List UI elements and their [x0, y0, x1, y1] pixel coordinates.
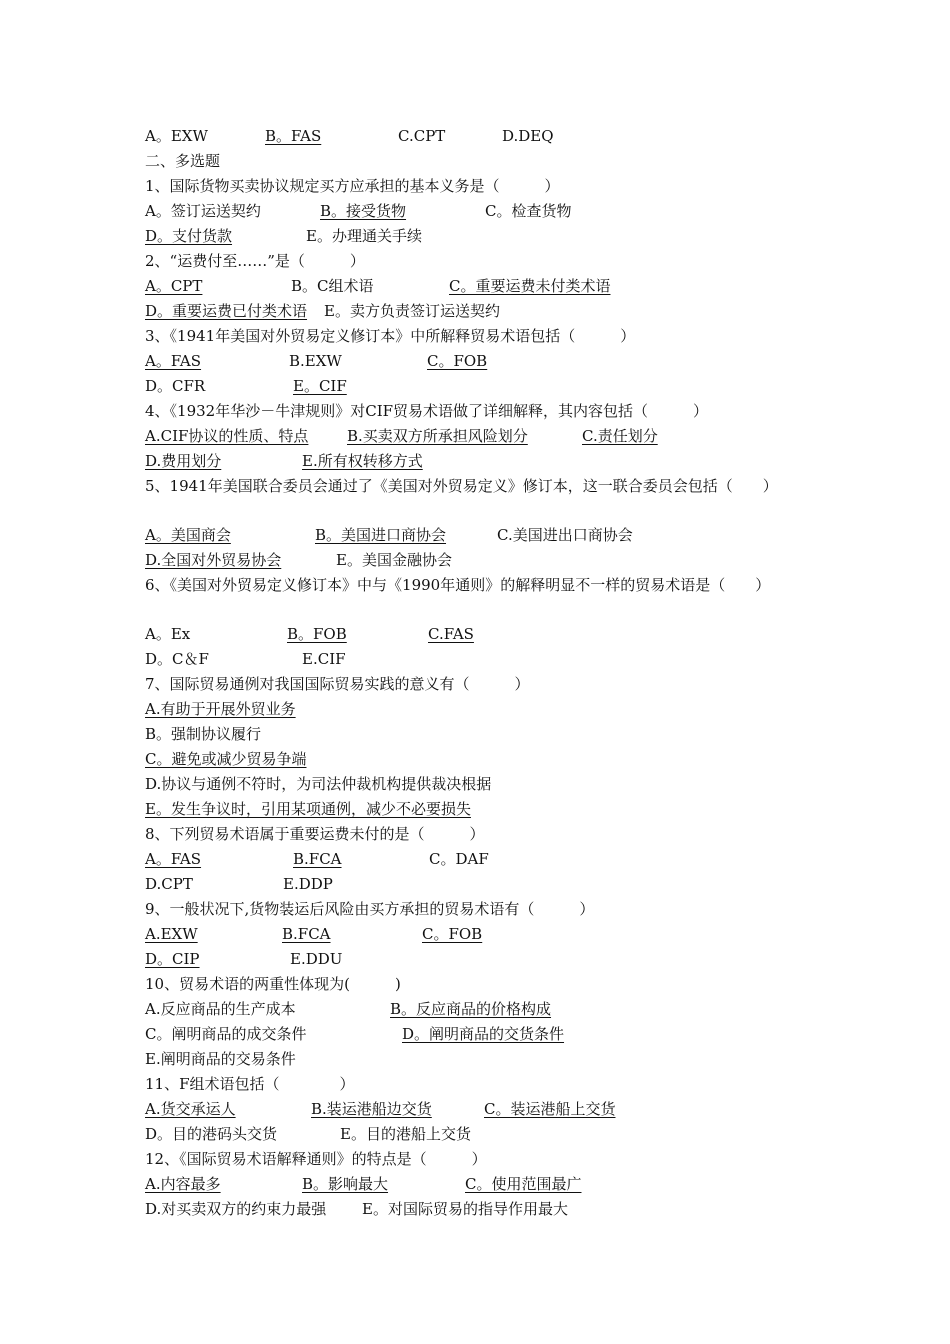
correct-option: A.CIF协议的性质、特点 [145, 427, 309, 445]
text-line [145, 897, 810, 922]
text-segment: 4、《1932年华沙－牛津规则》对CIF贸易术语做了详细解释，其内容包括（ ） [145, 402, 709, 420]
correct-option: C。FOB [422, 925, 483, 943]
text-segment: E。美国金融协会 [336, 551, 452, 569]
text-segment: E。办理通关手续 [306, 227, 422, 245]
text-segment: A。Ex [145, 625, 191, 643]
text-line [145, 548, 810, 573]
text-segment: E。目的港船上交货 [340, 1125, 471, 1143]
text-line [145, 847, 810, 872]
text-segment: D。目的港码头交货 [145, 1125, 278, 1143]
text-line [145, 872, 810, 897]
text-segment: E。对国际贸易的指导作用最大 [362, 1200, 568, 1218]
text-segment: 5、1941年美国联合委员会通过了《美国对外贸易定义》修订本，这一联合委员会包括（ ） [145, 477, 778, 495]
text-line [145, 449, 810, 474]
text-segment: 11、F组术语包括（ ） [145, 1075, 355, 1093]
text-segment: B.EXW [289, 352, 342, 370]
correct-option: A。CPT [145, 277, 203, 295]
correct-option: B.买卖双方所承担风险划分 [347, 427, 528, 445]
text-line [145, 1147, 810, 1172]
text-line [145, 199, 810, 224]
correct-option: D。CIP [145, 950, 200, 968]
text-segment: 6、《美国对外贸易定义修订本》中与《1990年通则》的解释明显不一样的贸易术语是（ ） [145, 576, 771, 594]
text-line [145, 1122, 810, 1147]
text-line [145, 573, 810, 598]
text-segment: 12、《国际贸易术语解释通则》的特点是（ ） [145, 1150, 487, 1168]
text-segment: D.CPT [145, 875, 193, 893]
correct-option: A。美国商会 [145, 526, 231, 544]
text-segment: A。签订运送契约 [145, 202, 261, 220]
text-segment: B。C组术语 [291, 277, 374, 295]
text-segment: A。EXW [145, 127, 208, 145]
text-segment: E.CIF [302, 650, 346, 668]
text-line [145, 772, 810, 797]
correct-option: A.有助于开展外贸业务 [145, 700, 296, 718]
correct-option: C.责任划分 [582, 427, 658, 445]
text-segment: 10、贸易术语的两重性体现为( ) [145, 975, 401, 993]
text-line [145, 697, 810, 722]
text-line [145, 1072, 810, 1097]
correct-option: E.所有权转移方式 [302, 452, 423, 470]
correct-option: B。美国进口商协会 [315, 526, 447, 544]
correct-option: A.内容最多 [145, 1175, 221, 1193]
text-segment: 7、国际贸易通例对我国国际贸易实践的意义有（ ） [145, 675, 530, 693]
text-segment: E.DDU [290, 950, 343, 968]
text-segment: E.阐明商品的交易条件 [145, 1050, 296, 1068]
correct-option: D.费用划分 [145, 452, 222, 470]
text-line [145, 822, 810, 847]
correct-option: E。发生争议时，引用某项通例，减少不必要损失 [145, 800, 471, 818]
correct-option: A.货交承运人 [145, 1100, 236, 1118]
text-line [145, 399, 810, 424]
text-line [145, 747, 810, 772]
text-segment: D.对买卖双方的约束力最强 [145, 1200, 327, 1218]
correct-option: B。反应商品的价格构成 [390, 1000, 552, 1018]
text-line [145, 249, 810, 274]
correct-option: A。FAS [145, 850, 202, 868]
text-line [145, 672, 810, 697]
text-line [145, 274, 810, 299]
correct-option: E。CIF [293, 377, 347, 395]
correct-option: B。FOB [287, 625, 347, 643]
text-segment: 9、一般状况下,货物装运后风险由买方承担的贸易术语有（ ） [145, 900, 595, 918]
text-line [145, 324, 810, 349]
text-segment: D.DEQ [502, 127, 554, 145]
correct-option: C。装运港船上交货 [484, 1100, 616, 1118]
text-line [145, 947, 810, 972]
text-line [145, 424, 810, 449]
text-segment: D.协议与通例不符时，为司法仲裁机构提供裁决根据 [145, 775, 492, 793]
text-segment: 1、国际货物买卖协议规定买方应承担的基本义务是（ ） [145, 177, 560, 195]
text-segment: A.反应商品的生产成本 [145, 1000, 296, 1018]
correct-option: B。FAS [265, 127, 322, 145]
text-line [145, 374, 810, 399]
text-segment: 二、多选题 [145, 152, 221, 170]
text-segment: C。DAF [429, 850, 489, 868]
text-line [145, 1047, 810, 1072]
correct-option: B。接受货物 [320, 202, 407, 220]
text-line [145, 1172, 810, 1197]
text-line [145, 224, 810, 249]
text-line [145, 124, 810, 149]
text-line [145, 349, 810, 374]
text-line [145, 1097, 810, 1122]
correct-option: C。使用范围最广 [465, 1175, 582, 1193]
text-line [145, 474, 810, 499]
text-segment: B。强制协议履行 [145, 725, 262, 743]
correct-option: C。FOB [427, 352, 488, 370]
text-line [145, 797, 810, 822]
text-line [145, 722, 810, 747]
correct-option: D。阐明商品的交货条件 [402, 1025, 565, 1043]
correct-option: D.全国对外贸易协会 [145, 551, 282, 569]
text-segment: 8、下列贸易术语属于重要运费未付的是（ ） [145, 825, 485, 843]
text-segment: D。C＆F [145, 650, 209, 668]
text-line [145, 1022, 810, 1047]
text-segment: 3、《1941年美国对外贸易定义修订本》中所解释贸易术语包括（ ） [145, 327, 636, 345]
text-line [145, 622, 810, 647]
text-segment: E.DDP [283, 875, 333, 893]
text-segment: C.美国进出口商协会 [497, 526, 633, 544]
correct-option: C。重要运费未付类术语 [449, 277, 611, 295]
text-line [145, 972, 810, 997]
correct-option: D。重要运费已付类术语 [145, 302, 308, 320]
text-line [145, 647, 810, 672]
correct-option: B.FCA [293, 850, 342, 868]
text-segment: C。阐明商品的成交条件 [145, 1025, 307, 1043]
text-line [145, 174, 810, 199]
correct-option: C。避免或减少贸易争端 [145, 750, 307, 768]
correct-option: B.装运港船边交货 [311, 1100, 432, 1118]
correct-option: B。影响最大 [302, 1175, 389, 1193]
correct-option: B.FCA [282, 925, 331, 943]
correct-option: C.FAS [428, 625, 474, 643]
text-line [145, 299, 810, 324]
text-segment: C.CPT [398, 127, 446, 145]
text-segment: E。卖方负责签订运送契约 [324, 302, 500, 320]
text-segment: 2、“运费付至……”是（ ） [145, 252, 365, 270]
correct-option: A.EXW [145, 925, 198, 943]
text-line [145, 523, 810, 548]
text-segment: D。CFR [145, 377, 206, 395]
text-line [145, 149, 810, 174]
text-segment: C。检查货物 [485, 202, 572, 220]
text-line [145, 997, 810, 1022]
text-line [145, 1197, 810, 1222]
correct-option: D。支付货款 [145, 227, 233, 245]
correct-option: A。FAS [145, 352, 202, 370]
text-line [145, 922, 810, 947]
